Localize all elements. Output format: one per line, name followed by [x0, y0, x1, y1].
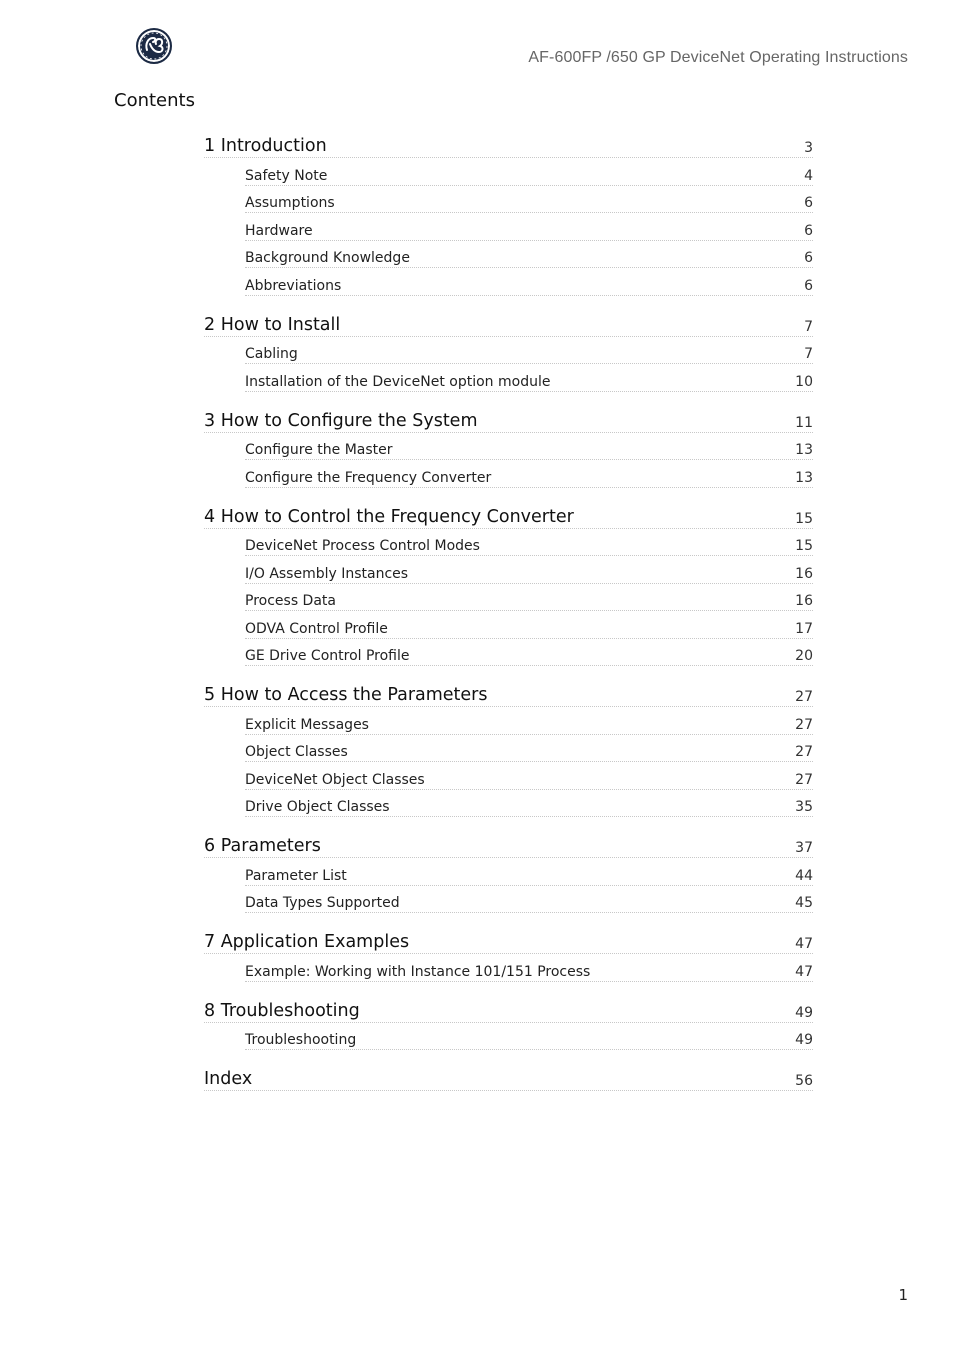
- toc-section-entry[interactable]: [245, 611, 813, 639]
- toc-section-page: 6: [804, 277, 813, 294]
- toc-section-page: 47: [795, 963, 813, 980]
- toc-section-title: I/O Assembly Instances: [245, 565, 409, 582]
- toc-section-entry[interactable]: [245, 639, 813, 667]
- toc-section-page: 6: [804, 222, 813, 239]
- toc-section-title: DeviceNet Object Classes: [245, 771, 425, 788]
- page-number: 1: [898, 1286, 908, 1304]
- toc-section-page: 15: [795, 538, 813, 554]
- toc-section-page: 13: [795, 469, 813, 486]
- toc-section-page: 49: [795, 1032, 813, 1048]
- toc-section-page: 7: [804, 346, 813, 362]
- toc-section-title: Object Classes: [245, 744, 348, 760]
- toc-section-title: Explicit Messages: [245, 716, 369, 733]
- toc-section-page: 27: [795, 716, 813, 733]
- toc-section-page: 4: [804, 167, 813, 184]
- toc-section-title: GE Drive Control Profile: [245, 648, 410, 664]
- ge-logo-icon: [136, 28, 172, 64]
- toc-section-entry[interactable]: [245, 858, 813, 886]
- toc-section-page: 27: [795, 744, 813, 760]
- toc-chapter-page: 7: [804, 318, 813, 335]
- toc-section-title: Configure the Frequency Converter: [245, 469, 492, 486]
- toc-section-entry[interactable]: [245, 584, 813, 612]
- toc-section-page: 13: [795, 442, 813, 458]
- toc-section-entry[interactable]: [245, 886, 813, 914]
- toc-section-entry[interactable]: [245, 1023, 813, 1051]
- toc-section-entry[interactable]: [245, 337, 813, 365]
- toc-section-page: 10: [795, 373, 813, 390]
- toc-section-title: Troubleshooting: [245, 1032, 357, 1048]
- toc-section-entry[interactable]: [245, 954, 813, 982]
- toc-section-title: Data Types Supported: [245, 895, 400, 911]
- toc-chapter-title: 6 Parameters: [204, 836, 321, 856]
- toc-chapter-entry[interactable]: [204, 998, 813, 1023]
- toc-section-page: 27: [795, 771, 813, 788]
- toc-section-title: Parameter List: [245, 867, 347, 884]
- document-title: AF-600FP /650 GP DeviceNet Operating Instructions: [528, 49, 908, 66]
- toc-section-page: 44: [795, 867, 813, 884]
- toc-section-title: Installation of the DeviceNet option module: [245, 373, 551, 390]
- toc-chapter-page: 15: [795, 510, 813, 527]
- toc-chapter-title: 8 Troubleshooting: [204, 1000, 360, 1021]
- toc-chapter-title: 1 Introduction: [204, 136, 327, 156]
- toc-section-title: Process Data: [245, 593, 336, 609]
- toc-section-page: 35: [795, 799, 813, 815]
- toc-section-title: Configure the Master: [245, 442, 393, 458]
- toc-section-page: 16: [795, 593, 813, 609]
- toc-section-title: Background Knowledge: [245, 250, 410, 266]
- toc-chapter-entry[interactable]: [204, 682, 813, 707]
- toc-chapter-entry[interactable]: [204, 833, 813, 858]
- toc-section-entry[interactable]: [245, 529, 813, 557]
- toc-chapter-page: 37: [795, 840, 813, 856]
- toc-section-entry[interactable]: [245, 433, 813, 461]
- toc-chapter-entry[interactable]: [204, 312, 813, 337]
- toc-section-entry[interactable]: [245, 213, 813, 241]
- toc-chapter-page: 56: [795, 1073, 813, 1089]
- table-of-contents: [204, 133, 813, 1091]
- toc-chapter-title: Index: [204, 1069, 253, 1089]
- toc-chapter-page: 3: [804, 140, 813, 156]
- contents-heading: Contents: [114, 90, 195, 111]
- toc-chapter-title: 3 How to Configure the System: [204, 410, 478, 431]
- toc-chapter-page: 27: [795, 689, 813, 705]
- toc-section-entry[interactable]: [245, 460, 813, 488]
- toc-chapter-page: 49: [795, 1004, 813, 1021]
- toc-chapter-title: 2 How to Install: [204, 314, 341, 335]
- toc-section-page: 20: [795, 648, 813, 664]
- toc-section-title: ODVA Control Profile: [245, 620, 388, 637]
- toc-chapter-title: 5 How to Access the Parameters: [204, 685, 488, 705]
- toc-section-entry[interactable]: [245, 707, 813, 735]
- toc-section-page: 45: [795, 895, 813, 911]
- toc-section-title: Abbreviations: [245, 277, 342, 294]
- toc-section-title: DeviceNet Process Control Modes: [245, 538, 480, 554]
- toc-section-entry[interactable]: [245, 556, 813, 584]
- toc-chapter-page: 11: [795, 414, 813, 431]
- toc-section-title: Example: Working with Instance 101/151 Process: [245, 963, 591, 980]
- toc-chapter-entry[interactable]: [204, 1066, 813, 1091]
- toc-section-title: Hardware: [245, 222, 313, 239]
- toc-chapter-page: 47: [795, 936, 813, 952]
- toc-section-page: 16: [795, 565, 813, 582]
- toc-section-page: 17: [795, 620, 813, 637]
- toc-section-entry[interactable]: [245, 790, 813, 818]
- toc-chapter-entry[interactable]: [204, 408, 813, 433]
- toc-section-title: Cabling: [245, 346, 298, 362]
- toc-chapter-entry[interactable]: [204, 929, 813, 954]
- toc-chapter-entry[interactable]: [204, 504, 813, 529]
- toc-section-entry[interactable]: [245, 186, 813, 214]
- toc-section-title: Safety Note: [245, 167, 328, 184]
- toc-section-page: 6: [804, 195, 813, 211]
- toc-section-page: 6: [804, 250, 813, 266]
- toc-chapter-title: 4 How to Control the Frequency Converter: [204, 506, 574, 527]
- toc-section-entry[interactable]: [245, 762, 813, 790]
- toc-section-title: Assumptions: [245, 195, 335, 211]
- toc-chapter-title: 7 Application Examples: [204, 932, 410, 952]
- toc-section-entry[interactable]: [245, 268, 813, 296]
- toc-section-entry[interactable]: [245, 735, 813, 763]
- toc-chapter-entry[interactable]: [204, 133, 813, 158]
- toc-section-entry[interactable]: [245, 241, 813, 269]
- toc-section-entry[interactable]: [245, 158, 813, 186]
- toc-section-title: Drive Object Classes: [245, 799, 390, 815]
- toc-section-entry[interactable]: [245, 364, 813, 392]
